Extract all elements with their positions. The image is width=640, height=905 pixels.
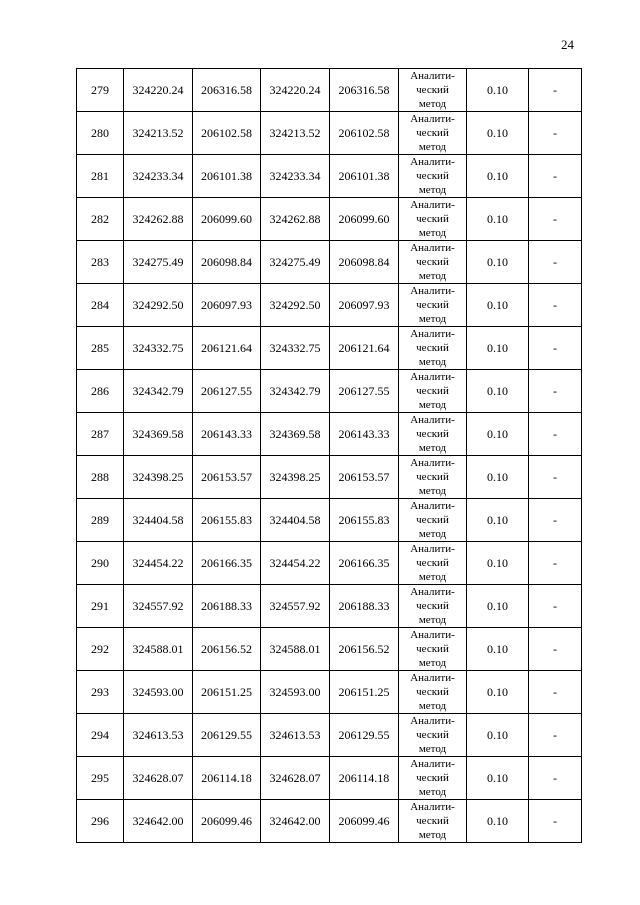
method-line: Аналити- [410,113,455,125]
y-coordinate-cell: 206114.18 [193,757,261,800]
x-coordinate-cell: 324557.92 [261,585,330,628]
method-line: Аналити- [410,457,455,469]
accuracy-cell: 0.10 [467,241,529,284]
x-coordinate-cell: 324275.49 [261,241,330,284]
table-row [77,370,582,413]
note-cell: - [529,585,582,628]
y-coordinate-cell: 206153.57 [330,456,399,499]
method-line: метод [418,614,447,626]
method-line: ческий [416,514,449,526]
method-line: Аналити- [410,715,455,727]
note-cell: - [529,542,582,585]
method-cell [399,241,467,284]
note-cell: - [529,628,582,671]
y-coordinate-cell: 206188.33 [193,585,261,628]
x-coordinate-cell: 324275.49 [124,241,193,284]
method-cell [399,542,467,585]
method-line: метод [418,829,447,841]
table-row [77,800,582,843]
y-coordinate-cell: 206127.55 [193,370,261,413]
method-line: ческий [416,256,449,268]
method-line: ческий [416,729,449,741]
accuracy-cell: 0.10 [467,499,529,542]
y-coordinate-cell: 206101.38 [193,155,261,198]
page-number: 24 [561,37,574,52]
x-coordinate-cell: 324220.24 [261,69,330,112]
table-row [77,284,582,327]
y-coordinate-cell: 206099.60 [330,198,399,241]
x-coordinate-cell: 324404.58 [124,499,193,542]
method-line: Аналити- [410,586,455,598]
method-line: ческий [416,643,449,655]
method-line: Аналити- [410,285,455,297]
y-coordinate-cell: 206097.93 [193,284,261,327]
x-coordinate-cell: 324593.00 [124,671,193,714]
y-coordinate-cell: 206151.25 [193,671,261,714]
accuracy-cell: 0.10 [467,800,529,843]
y-coordinate-cell: 206121.64 [193,327,261,370]
method-cell [399,413,467,456]
method-line: метод [418,270,447,282]
y-coordinate-cell: 206099.46 [193,800,261,843]
accuracy-cell: 0.10 [467,671,529,714]
accuracy-cell: 0.10 [467,370,529,413]
accuracy-cell: 0.10 [467,198,529,241]
method-cell [399,456,467,499]
accuracy-cell: 0.10 [467,413,529,456]
point-number-cell: 296 [77,800,124,843]
note-cell: - [529,714,582,757]
method-cell [399,499,467,542]
method-cell [399,671,467,714]
point-number-cell: 283 [77,241,124,284]
y-coordinate-cell: 206127.55 [330,370,399,413]
method-line: Аналити- [410,371,455,383]
method-cell [399,69,467,112]
accuracy-cell: 0.10 [467,757,529,800]
y-coordinate-cell: 206156.52 [193,628,261,671]
method-line: метод [418,700,447,712]
method-line: Аналити- [410,70,455,82]
x-coordinate-cell: 324213.52 [261,112,330,155]
method-line: метод [418,485,447,497]
point-number-cell: 293 [77,671,124,714]
method-line: ческий [416,428,449,440]
x-coordinate-cell: 324292.50 [261,284,330,327]
accuracy-cell: 0.10 [467,112,529,155]
method-line: Аналити- [410,500,455,512]
method-line: Аналити- [410,328,455,340]
accuracy-cell: 0.10 [467,714,529,757]
method-line: Аналити- [410,414,455,426]
x-coordinate-cell: 324342.79 [124,370,193,413]
method-line: метод [418,313,447,325]
x-coordinate-cell: 324220.24 [124,69,193,112]
x-coordinate-cell: 324398.25 [261,456,330,499]
table-row [77,198,582,241]
method-line: метод [418,786,447,798]
y-coordinate-cell: 206102.58 [193,112,261,155]
note-cell: - [529,370,582,413]
method-line: Аналити- [410,758,455,770]
point-number-cell: 285 [77,327,124,370]
point-number-cell: 292 [77,628,124,671]
y-coordinate-cell: 206099.46 [330,800,399,843]
point-number-cell: 291 [77,585,124,628]
point-number-cell: 280 [77,112,124,155]
method-line: Аналити- [410,543,455,555]
y-coordinate-cell: 206143.33 [193,413,261,456]
note-cell: - [529,499,582,542]
table-row [77,628,582,671]
point-number-cell: 286 [77,370,124,413]
method-line: Аналити- [410,629,455,641]
method-line: ческий [416,127,449,139]
method-line: метод [418,227,447,239]
method-line: ческий [416,342,449,354]
table-row [77,542,582,585]
y-coordinate-cell: 206102.58 [330,112,399,155]
x-coordinate-cell: 324557.92 [124,585,193,628]
x-coordinate-cell: 324588.01 [261,628,330,671]
note-cell: - [529,327,582,370]
method-line: ческий [416,385,449,397]
method-line: ческий [416,84,449,96]
method-line: метод [418,657,447,669]
method-cell [399,198,467,241]
table-row [77,714,582,757]
x-coordinate-cell: 324369.58 [261,413,330,456]
y-coordinate-cell: 206156.52 [330,628,399,671]
method-cell [399,585,467,628]
table-row [77,499,582,542]
x-coordinate-cell: 324342.79 [261,370,330,413]
table-row [77,757,582,800]
accuracy-cell: 0.10 [467,155,529,198]
y-coordinate-cell: 206143.33 [330,413,399,456]
method-line: ческий [416,213,449,225]
table-row [77,327,582,370]
y-coordinate-cell: 206166.35 [330,542,399,585]
note-cell: - [529,284,582,327]
point-number-cell: 281 [77,155,124,198]
method-line: Аналити- [410,242,455,254]
x-coordinate-cell: 324332.75 [124,327,193,370]
method-line: метод [418,399,447,411]
y-coordinate-cell: 206129.55 [193,714,261,757]
x-coordinate-cell: 324588.01 [124,628,193,671]
y-coordinate-cell: 206151.25 [330,671,399,714]
table-row [77,413,582,456]
table-row [77,585,582,628]
x-coordinate-cell: 324628.07 [124,757,193,800]
note-cell: - [529,757,582,800]
y-coordinate-cell: 206098.84 [193,241,261,284]
y-coordinate-cell: 206129.55 [330,714,399,757]
accuracy-cell: 0.10 [467,542,529,585]
x-coordinate-cell: 324642.00 [261,800,330,843]
y-coordinate-cell: 206155.83 [193,499,261,542]
method-cell [399,800,467,843]
x-coordinate-cell: 324332.75 [261,327,330,370]
method-cell [399,757,467,800]
accuracy-cell: 0.10 [467,585,529,628]
note-cell: - [529,671,582,714]
y-coordinate-cell: 206316.58 [193,69,261,112]
x-coordinate-cell: 324593.00 [261,671,330,714]
point-number-cell: 289 [77,499,124,542]
y-coordinate-cell: 206316.58 [330,69,399,112]
y-coordinate-cell: 206166.35 [193,542,261,585]
x-coordinate-cell: 324628.07 [261,757,330,800]
method-cell [399,370,467,413]
method-line: ческий [416,299,449,311]
y-coordinate-cell: 206114.18 [330,757,399,800]
method-line: Аналити- [410,199,455,211]
note-cell: - [529,69,582,112]
point-number-cell: 287 [77,413,124,456]
x-coordinate-cell: 324369.58 [124,413,193,456]
y-coordinate-cell: 206188.33 [330,585,399,628]
method-line: ческий [416,772,449,784]
table-body [77,69,582,843]
method-line: ческий [416,600,449,612]
x-coordinate-cell: 324454.22 [124,542,193,585]
method-line: метод [418,743,447,755]
x-coordinate-cell: 324292.50 [124,284,193,327]
x-coordinate-cell: 324262.88 [124,198,193,241]
note-cell: - [529,456,582,499]
x-coordinate-cell: 324613.53 [124,714,193,757]
x-coordinate-cell: 324398.25 [124,456,193,499]
x-coordinate-cell: 324642.00 [124,800,193,843]
y-coordinate-cell: 206153.57 [193,456,261,499]
x-coordinate-cell: 324262.88 [261,198,330,241]
note-cell: - [529,198,582,241]
accuracy-cell: 0.10 [467,69,529,112]
x-coordinate-cell: 324454.22 [261,542,330,585]
x-coordinate-cell: 324404.58 [261,499,330,542]
method-cell [399,327,467,370]
point-number-cell: 288 [77,456,124,499]
method-line: метод [418,98,447,110]
method-line: ческий [416,170,449,182]
y-coordinate-cell: 206097.93 [330,284,399,327]
table-row [77,155,582,198]
x-coordinate-cell: 324213.52 [124,112,193,155]
y-coordinate-cell: 206155.83 [330,499,399,542]
method-line: ческий [416,471,449,483]
y-coordinate-cell: 206098.84 [330,241,399,284]
x-coordinate-cell: 324233.34 [124,155,193,198]
method-line: ческий [416,557,449,569]
method-cell [399,628,467,671]
note-cell: - [529,413,582,456]
point-number-cell: 295 [77,757,124,800]
point-number-cell: 284 [77,284,124,327]
table-row [77,456,582,499]
method-cell [399,714,467,757]
point-number-cell: 279 [77,69,124,112]
table-row [77,241,582,284]
method-line: Аналити- [410,672,455,684]
method-line: метод [418,442,447,454]
table-row [77,112,582,155]
method-line: метод [418,571,447,583]
coordinates-table [76,68,582,843]
method-cell [399,284,467,327]
method-line: метод [418,356,447,368]
note-cell: - [529,155,582,198]
point-number-cell: 290 [77,542,124,585]
y-coordinate-cell: 206101.38 [330,155,399,198]
table-row [77,69,582,112]
method-cell [399,112,467,155]
note-cell: - [529,112,582,155]
accuracy-cell: 0.10 [467,327,529,370]
method-line: ческий [416,815,449,827]
x-coordinate-cell: 324233.34 [261,155,330,198]
method-line: ческий [416,686,449,698]
point-number-cell: 294 [77,714,124,757]
x-coordinate-cell: 324613.53 [261,714,330,757]
method-line: метод [418,184,447,196]
method-line: Аналити- [410,156,455,168]
method-line: Аналити- [410,801,455,813]
point-number-cell: 282 [77,198,124,241]
note-cell: - [529,800,582,843]
accuracy-cell: 0.10 [467,456,529,499]
y-coordinate-cell: 206121.64 [330,327,399,370]
accuracy-cell: 0.10 [467,284,529,327]
note-cell: - [529,241,582,284]
y-coordinate-cell: 206099.60 [193,198,261,241]
method-line: метод [418,528,447,540]
method-line: метод [418,141,447,153]
accuracy-cell: 0.10 [467,628,529,671]
table-row [77,671,582,714]
method-cell [399,155,467,198]
